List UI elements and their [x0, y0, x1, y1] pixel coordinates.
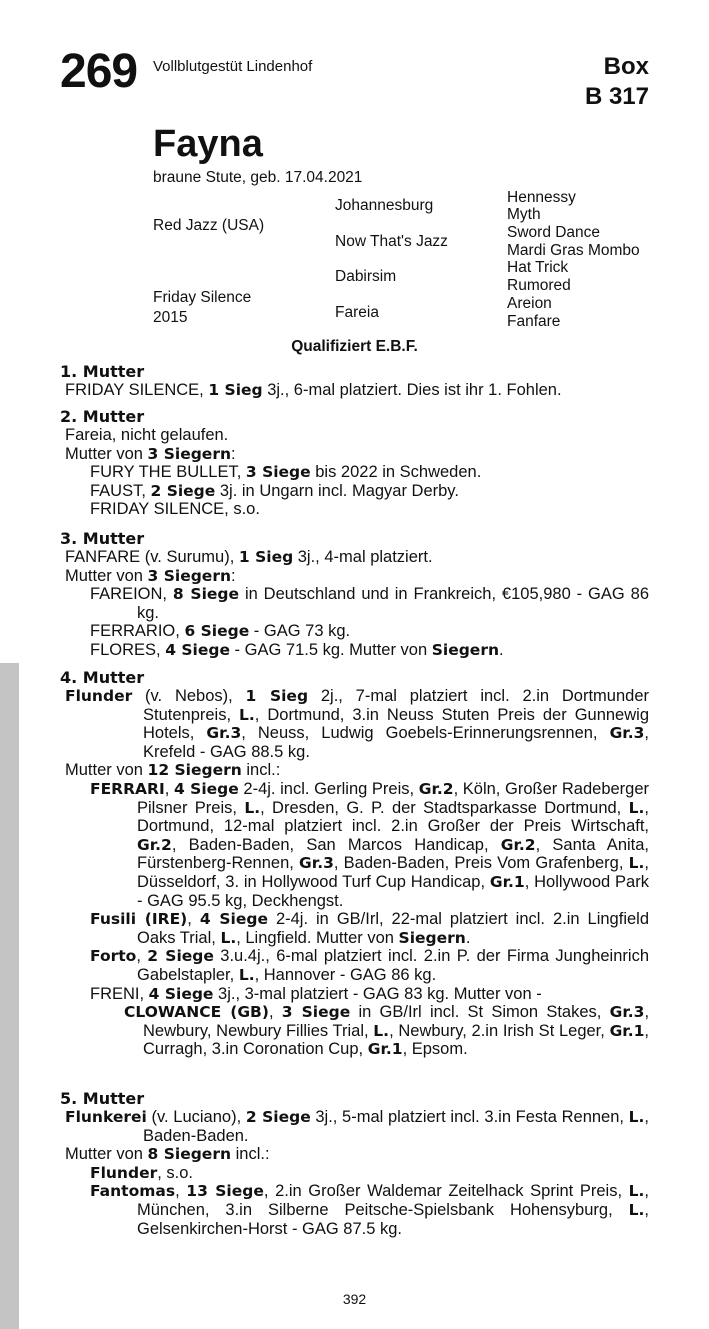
text-run: , Newbury, Newbury Fillies Trial,: [143, 1003, 650, 1040]
pedigree-g3-2: Myth: [507, 206, 541, 223]
text-run: , Lingfield. Mutter von: [236, 928, 399, 947]
text-run: FRIDAY SILENCE, s.o.: [90, 500, 260, 519]
entry-line: [60, 381, 649, 400]
entry-line: [60, 1182, 649, 1238]
entry-line: [60, 761, 649, 780]
entry-line: [60, 910, 649, 947]
text-run: Mutter von: [65, 761, 148, 780]
text-run: incl.:: [241, 761, 281, 780]
bold-run: L.: [628, 798, 645, 817]
section-1-mutter: [60, 362, 649, 400]
bold-run: 3 Siege: [281, 1003, 351, 1022]
text-run: :: [231, 444, 236, 463]
section-title: 5. Mutter: [60, 1089, 145, 1108]
text-run: , Baden-Baden.: [143, 1108, 650, 1145]
entry-line: [60, 445, 649, 464]
text-run: , Baden-Baden, San Marcos Handicap,: [171, 835, 501, 854]
text-run: FERRARIO,: [90, 622, 185, 641]
text-run: , Köln, Großer Radeberger Pilsner Preis,: [137, 779, 650, 817]
text-run: 3j., 4-mal platziert.: [293, 548, 433, 566]
bold-run: Fusili (IRE): [90, 910, 188, 929]
horse-description: braune Stute, geb. 17.04.2021: [153, 169, 363, 186]
text-run: , Curragh, 3.in Coronation Cup,: [143, 1021, 649, 1059]
text-run: , Baden-Baden, Preis Vom Grafenberg,: [333, 854, 629, 873]
bold-run: 2 Siege: [147, 947, 214, 966]
section-title: 1. Mutter: [60, 362, 145, 381]
text-run: Mutter von: [65, 566, 148, 585]
text-run: 3j. in Ungarn incl. Magyar Derby.: [215, 481, 459, 500]
bold-run: L.: [373, 1021, 390, 1040]
section-title: 3. Mutter: [60, 529, 145, 548]
text-run: ,: [268, 1003, 282, 1022]
text-run: FANFARE (v. Surumu),: [65, 548, 239, 566]
text-run: , Hannover - GAG 86 kg.: [254, 965, 437, 984]
qualification: Qualifiziert E.B.F.: [291, 338, 418, 355]
text-run: , s.o.: [157, 1163, 193, 1182]
text-run: ,: [136, 947, 148, 966]
bold-run: 4 Siege: [173, 779, 239, 798]
entry-line: [60, 548, 649, 567]
text-run: incl.:: [231, 1145, 270, 1164]
bold-run: 3 Siegern: [147, 566, 232, 585]
section-title: 4. Mutter: [60, 668, 145, 687]
bold-run: 2 Siege: [150, 481, 216, 500]
pedigree-g3-5: Hat Trick: [507, 259, 569, 276]
bold-run: Forto: [90, 947, 137, 966]
pedigree-dam: Friday Silence: [153, 289, 252, 306]
pedigree-dam-dam: Fareia: [335, 304, 379, 321]
text-run: 3j., 3-mal platziert - GAG 83 kg. Mutter von -: [213, 984, 542, 1003]
entry-line: [60, 1145, 649, 1164]
bold-run: Gr.2: [418, 779, 454, 798]
pedigree-sire-dam: Now That's Jazz: [335, 233, 448, 250]
entry-line: [60, 622, 649, 641]
bold-run: 6 Siege: [184, 622, 250, 641]
lot-number: 269: [60, 45, 138, 98]
bold-run: Gr.3: [206, 724, 242, 743]
bold-run: 3 Siege: [245, 463, 311, 482]
text-run: , 2.in Großer Waldemar Zeitelhack Sprint Preis,: [263, 1182, 629, 1201]
bold-run: 1 Sieg: [208, 381, 263, 399]
text-run: , Newbury, 2.in Irish St Leger,: [389, 1021, 610, 1040]
bold-run: 12 Siegern: [147, 761, 242, 780]
pedigree-g3-4: Mardi Gras Mombo: [507, 242, 640, 259]
entry-line: [60, 1108, 649, 1145]
bold-run: L.: [628, 854, 645, 873]
bold-run: L.: [238, 965, 255, 984]
bold-run: Siegern: [398, 928, 466, 947]
bold-run: L.: [239, 705, 255, 724]
page-number: 392: [342, 1291, 367, 1307]
text-run: Mutter von: [65, 444, 148, 463]
bold-run: 4 Siege: [199, 910, 268, 929]
text-run: 2-4j. incl. Gerling Preis,: [238, 779, 419, 798]
bold-run: FERRARI: [90, 779, 165, 798]
pedigree-g3-6: Rumored: [507, 277, 571, 294]
text-run: , Krefeld - GAG 88.5 kg.: [143, 724, 649, 761]
bold-run: 8 Siegern: [147, 1145, 232, 1164]
text-run: , Neuss, Ludwig Goebels-Erinnerungsrennen,: [241, 724, 610, 743]
text-run: , Santa Anita, Fürstenberg-Rennen,: [137, 835, 650, 873]
entry-line: [60, 500, 649, 519]
entry-line: [60, 463, 649, 482]
text-run: , Dortmund, 12-mal platziert incl. 2.in Großer der Preis Wirtschaft,: [137, 798, 649, 836]
bold-run: Siegern: [431, 640, 499, 659]
entry-line: [60, 1164, 649, 1183]
text-run: (v. Nebos),: [132, 687, 246, 705]
text-run: .: [465, 928, 471, 947]
entry-line: [60, 585, 649, 622]
text-run: (v. Luciano),: [146, 1108, 246, 1126]
text-run: Fareia, nicht gelaufen.: [65, 426, 229, 444]
pedigree-g3-3: Sword Dance: [507, 224, 601, 241]
pedigree-g3-7: Areion: [507, 295, 552, 312]
entry-line: [60, 947, 649, 984]
horse-name: Fayna: [153, 123, 263, 165]
bold-run: Flunder: [90, 1163, 158, 1182]
text-run: ,: [175, 1182, 187, 1201]
bold-run: Gr.3: [609, 724, 645, 743]
text-run: 3j., 6-mal platziert. Dies ist ihr 1. Fohlen.: [262, 381, 562, 399]
box-label: Box: [603, 53, 649, 80]
text-run: , Düsseldorf, 3. in Hollywood Turf Cup Handicap,: [137, 854, 649, 891]
text-run: , Epsom.: [402, 1040, 468, 1059]
text-run: FLORES,: [90, 640, 166, 659]
section-2-mutter: [60, 407, 649, 519]
entry-line: [60, 567, 649, 586]
bold-run: Gr.1: [367, 1040, 403, 1059]
pedigree-sire: Red Jazz (USA): [153, 217, 265, 234]
bold-run: Gr.3: [299, 854, 334, 873]
text-run: FAREION,: [90, 585, 173, 604]
section-title: 2. Mutter: [60, 407, 145, 426]
text-run: FRIDAY SILENCE,: [65, 381, 209, 399]
box-number: [585, 52, 649, 112]
pedigree-g3-8: Fanfare: [507, 313, 561, 330]
bold-run: L.: [628, 1200, 645, 1219]
entry-line: [60, 426, 649, 445]
text-run: in GB/Irl incl. St Simon Stakes,: [350, 1003, 610, 1022]
bold-run: 13 Siege: [186, 1182, 264, 1201]
text-run: , Dresden, G. P. der Stadtsparkasse Dortmund,: [260, 798, 629, 817]
text-run: , Hollywood Park - GAG 95.5 kg, Deckhengst.: [137, 872, 649, 910]
section-4-mutter: [60, 668, 649, 1059]
bold-run: Gr.3: [609, 1003, 645, 1022]
text-run: 2-4j. in GB/Irl, 22-mal platziert incl. 2.in Lingfield Oaks Trial,: [137, 910, 650, 947]
pedigree-dam-sire: Dabirsim: [335, 268, 397, 285]
section-3-mutter: [60, 529, 649, 660]
bold-run: Flunkerei: [65, 1108, 147, 1126]
entry-line: [60, 641, 649, 660]
text-run: , Dortmund, 3.in Neuss Stuten Preis der Gunnewig Hotels,: [143, 705, 649, 743]
bold-run: 1 Sieg: [238, 548, 294, 566]
text-run: FAUST,: [90, 481, 151, 500]
text-run: bis 2022 in Schweden.: [310, 463, 482, 482]
text-run: ,: [164, 779, 174, 798]
text-run: , Gelsenkirchen-Horst - GAG 87.5 kg.: [137, 1200, 649, 1238]
box-value: B 317: [584, 83, 649, 110]
bold-run: 8 Siege: [172, 585, 240, 604]
pedigree-dam-year: 2015: [153, 309, 188, 326]
pedigree-sire-sire: Johannesburg: [335, 197, 434, 214]
bold-run: 3 Siegern: [147, 444, 232, 463]
bold-run: 1 Sieg: [245, 687, 309, 705]
text-run: FURY THE BULLET,: [90, 463, 246, 482]
side-margin-bar: [0, 663, 19, 1329]
breeder: Vollblutgestüt Lindenhof: [153, 58, 313, 75]
bold-run: Gr.1: [489, 872, 525, 891]
entry-line: [60, 780, 649, 910]
text-run: , München, 3.in Silberne Peitsche-Spielsbank Hohensyburg,: [137, 1182, 650, 1219]
section-5-mutter: [60, 1089, 649, 1238]
pedigree-g3-1: Hennessy: [507, 189, 576, 206]
text-run: 3j., 5-mal platziert incl. 3.in Festa Rennen,: [310, 1108, 629, 1126]
text-run: ,: [187, 910, 200, 929]
bold-run: Gr.1: [609, 1021, 645, 1040]
entry-line: [60, 687, 649, 761]
text-run: :: [231, 566, 236, 585]
bold-run: CLOWANCE (GB): [124, 1003, 269, 1022]
entry-line: [60, 985, 649, 1004]
text-run: - GAG 71.5 kg. Mutter von: [229, 640, 432, 659]
bold-run: 4 Siege: [165, 640, 230, 659]
bold-run: Gr.2: [137, 835, 172, 854]
text-run: 2j., 7-mal platziert incl. 2.in Dortmunder Stutenpreis,: [143, 687, 649, 724]
bold-run: L.: [244, 798, 261, 817]
text-run: Mutter von: [65, 1145, 148, 1164]
entry-line: [60, 1003, 649, 1059]
text-run: - GAG 73 kg.: [249, 622, 351, 641]
bold-run: 2 Siege: [245, 1108, 311, 1126]
text-run: in Deutschland und in Frankreich, €105,980 - GAG 86 kg.: [137, 585, 649, 622]
bold-run: Flunder: [65, 687, 133, 705]
entry-line: [60, 482, 649, 501]
bold-run: L.: [628, 1182, 645, 1201]
bold-run: Fantomas: [90, 1182, 176, 1201]
bold-run: Gr.2: [500, 835, 536, 854]
text-run: .: [499, 640, 504, 659]
bold-run: L.: [628, 1108, 645, 1126]
text-run: 3.u.4j., 6-mal platziert incl. 2.in P. der Firma Jungheinrich Gabelstapler,: [137, 947, 649, 984]
bold-run: L.: [220, 928, 237, 947]
text-run: FRENI,: [90, 984, 149, 1003]
bold-run: 4 Siege: [148, 984, 214, 1003]
